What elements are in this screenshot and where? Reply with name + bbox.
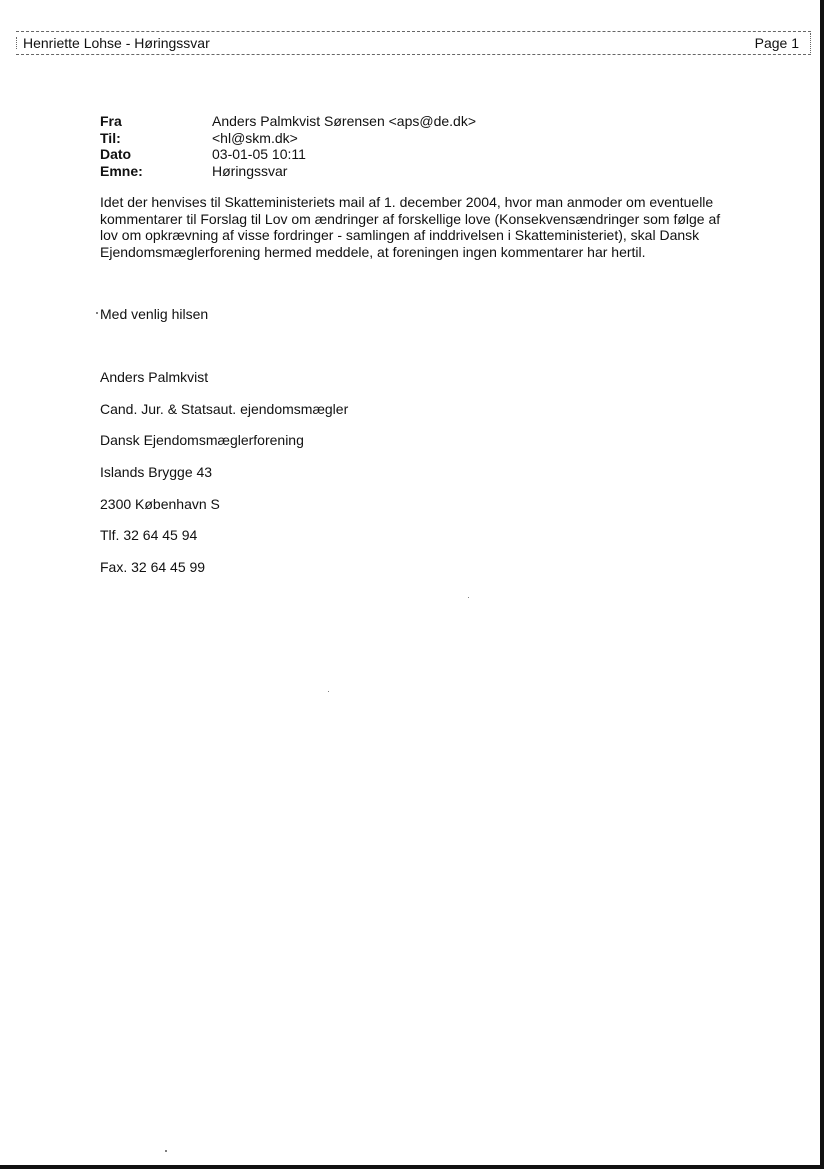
scan-speck bbox=[468, 597, 469, 598]
scan-speck bbox=[96, 312, 98, 314]
signature-city: 2300 København S bbox=[100, 496, 220, 512]
body-line: lov om opkrævning af visse fordringer - samlingen af inddrivelsen i Skatteministeriet), skal Dansk bbox=[100, 227, 700, 243]
scan-edge-right bbox=[820, 0, 824, 1169]
meta-value: <hl@skm.dk> bbox=[212, 129, 298, 146]
page-header bbox=[16, 31, 811, 55]
meta-label: Til: bbox=[100, 129, 121, 146]
signature-fax: Fax. 32 64 45 99 bbox=[100, 559, 206, 575]
header-rule-top bbox=[16, 31, 811, 32]
body-line: Ejendomsmæglerforening hermed meddele, at foreningen ingen kommentarer har hertil. bbox=[100, 243, 646, 260]
header-rule-bottom bbox=[16, 54, 811, 55]
meta-row-date bbox=[100, 146, 476, 163]
meta-row-to bbox=[100, 130, 476, 147]
body-line: Idet der henvises til Skatteministeriets mail af 1. december 2004, hvor man anmoder om eventuelle bbox=[100, 194, 714, 210]
meta-label: Dato bbox=[100, 146, 132, 162]
meta-value: Høringssvar bbox=[212, 162, 288, 179]
meta-value: Anders Palmkvist Sørensen <aps@de.dk> bbox=[212, 113, 477, 129]
signature-organization: Dansk Ejendomsmæglerforening bbox=[100, 432, 304, 448]
signature-title: Cand. Jur. & Statsaut. ejendomsmægler bbox=[100, 401, 349, 417]
signature-phone: Tlf. 32 64 45 94 bbox=[100, 527, 198, 543]
scan-speck bbox=[328, 691, 329, 692]
scan-edge-bottom bbox=[0, 1165, 824, 1169]
header-tick-right bbox=[810, 33, 811, 53]
body-line: kommentarer til Forslag til Lov om ændringer af forskellige love (Konsekvensændringer som følge af bbox=[100, 210, 721, 227]
meta-value: 03-01-05 10:11 bbox=[212, 146, 306, 162]
page-number: Page 1 bbox=[754, 35, 799, 51]
greeting: Med venlig hilsen bbox=[100, 306, 209, 322]
header-tick-left bbox=[16, 37, 17, 49]
email-body bbox=[100, 194, 740, 260]
signature-name: Anders Palmkvist bbox=[100, 369, 209, 385]
email-meta bbox=[100, 113, 476, 179]
meta-label: Emne: bbox=[100, 162, 143, 179]
meta-row-from bbox=[100, 113, 476, 130]
meta-label: Fra bbox=[100, 113, 122, 129]
header-title: Henriette Lohse - Høringssvar bbox=[23, 35, 210, 51]
meta-row-subject bbox=[100, 163, 476, 180]
signature-street: Islands Brygge 43 bbox=[100, 464, 213, 480]
scan-speck bbox=[165, 1150, 167, 1152]
